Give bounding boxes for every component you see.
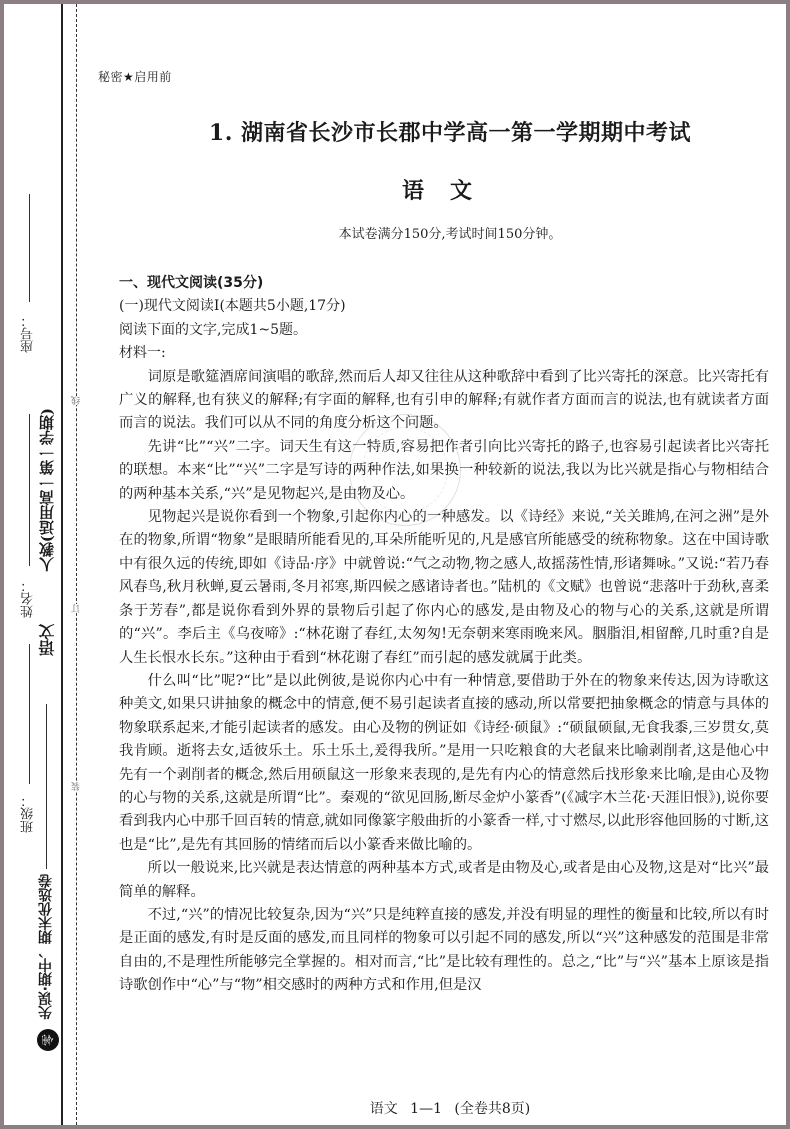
paragraph: 词原是歌筵酒席间演唱的歌辞,然而后人却又往往从这种歌辞中看到了比兴寄托的深意。比兴寄托有广义的解释,也有狭义的解释;有字面的解释,也有引申的解释;有就作者方面而言的说法,也有就读者方面而言的说法。我们可以从不同的角度分析这个问题。: [119, 368, 769, 432]
sidebar-subject: 语文: [38, 624, 57, 656]
cut-mark-xian: 线: [72, 396, 82, 405]
cut-mark-ding: 订: [72, 604, 82, 613]
material-label: 材料一:: [119, 345, 166, 362]
seat-label: 座号：: [21, 314, 36, 353]
section-heading: 一、现代文阅读(35分): [119, 275, 264, 291]
subject-title: 语文: [401, 178, 498, 204]
brand-label: 失误·期中、期末优选卷: [38, 874, 54, 1020]
brand-logo-icon: 零: [37, 1029, 59, 1051]
reading-section: [119, 272, 769, 998]
name-field[interactable]: [29, 414, 30, 566]
paragraph: 什么叫“比”呢?“比”是以此例彼,是说你内心中有一种情意,要借助于外在的物象来传达,因为诗歌这种美文,如果只讲抽象的概念中的情意,便不易引起读者直接的感动,所以常要把抽象概念的情意与具体的物象联系起来,才能引起读者的感发。由心及物的例证如《诗经·硕鼠》:“硕鼠硕鼠,无食我黍,三岁贯女,莫我肯顾。逝将去女,适彼乐土。乐土乐土,爰得我所。”是用一只吃粮食的大老鼠来比喻剥削者,这是他心中先有一个剥削者的概念,然后用硕鼠这一形象来表现的,是先有内心的情意然后找形象来比喻,是由心及物的心与物的关系,这就是所谓“比”。秦观的“欲见回肠,断尽金炉小篆香”(《减字木兰花·天涯旧恨》),说你要看到我内心中那千回百转的情意,就如同像篆字般曲折的小篆香一样,寸寸燃尽,以此形容他回肠的寸断,这也是“比”,是先有其回肠的情绪而后以小篆香来做比喻的。: [119, 672, 769, 853]
section-subheading: (一)现代文阅读Ⅰ(本题共5小题,17分): [119, 298, 346, 315]
paragraph: 见物起兴是说你看到一个物象,引起你内心的一种感发。以《诗经》来说,“关关雎鸠,在河之洲”是外在的物象,所谓“物象”是眼睛所能看见的,耳朵所能听见的,凡是感官所能感受的统称物象。这在中国诗歌中有很久远的传统,即如《诗品·序》中就曾说:“气之动物,物之感人,故摇荡性情,形诸舞咏。”又说:“若乃春风春鸟,秋月秋蝉,夏云暑雨,冬月祁寒,斯四候之感诸诗者也。”陆机的《文赋》也曾说“悲落叶于劲秋,喜柔条于芳春”,都是说你看到外界的景物后引起了你内心的感发,是由物及心的物与心的关系,这就是所谓的“兴”。李后主《乌夜啼》:“林花谢了春红,太匆匆!无奈朝来寒雨晚来风。胭脂泪,相留醉,几时重?自是人生长恨水长东。”这种由于看到“林花谢了春红”而引起的感发就属于此类。: [119, 509, 769, 666]
exam-info: 本试卷满分150分,考试时间150分钟。: [338, 227, 562, 242]
cut-mark-zhuang: 装: [72, 782, 82, 791]
secret-label: 秘密★启用前: [98, 70, 172, 84]
class-label: 班级：: [21, 794, 36, 833]
exam-page: [4, 4, 786, 1125]
edition-label: 人教(适用高一第一学期): [38, 408, 56, 573]
seat-field[interactable]: [29, 194, 30, 302]
page-footer: 语文 1—1 (全卷共8页): [369, 1101, 531, 1117]
paragraph: 先讲“比”“兴”二字。词天生有这一特质,容易把作者引向比兴寄托的路子,也容易引起读者比兴寄托的联想。本来“比”“兴”二字是写诗的两种作法,如果换一种较新的说法,我以为比兴就是指心与物相结合的两种基本关系,“兴”是见物起兴,是由物及心。: [119, 438, 769, 502]
binding-cut-line: [76, 4, 77, 1125]
paragraph: 所以一般说来,比兴就是表达情意的两种基本方式,或者是由物及心,或者是由心及物,这是对“比兴”最简单的解释。: [119, 860, 769, 900]
exam-title: 1. 湖南省长沙市长郡中学高一第一学期期中考试: [208, 120, 692, 146]
name-label: 姓名：: [21, 579, 36, 618]
sidebar-divider: [46, 704, 47, 869]
paragraph: 不过,“兴”的情况比较复杂,因为“兴”只是纯粹直接的感发,并没有明显的理性的衡量和比较,所以有时是正面的感发,有时是反面的感发,而且同样的物象可以引起不同的感发,所以“兴”这种感发的范围是非常自由的,不是理性所能够完全掌握的。相对而言,“比”是比较有理性的。总之,“比”与“兴”基本上原该是指诗歌创作中“心”与“物”相交感时的两种方式和作用,但是汉: [119, 906, 769, 994]
class-field[interactable]: [29, 644, 30, 784]
binding-solid-line: [61, 4, 63, 1125]
section-instruction: 阅读下面的文字,完成1~5题。: [119, 321, 307, 338]
